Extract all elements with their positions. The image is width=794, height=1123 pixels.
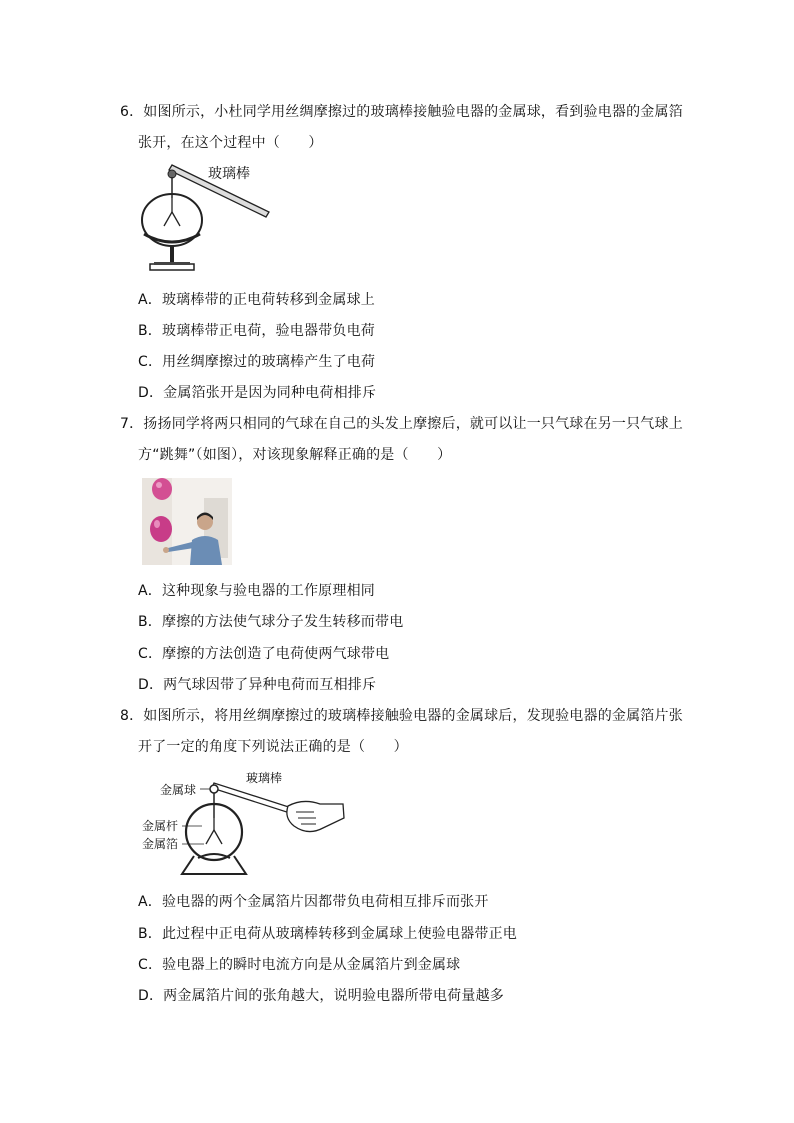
q7-stem-line2: 方“跳舞”（如图），对该现象解释正确的是（ ） [138,447,452,463]
q6-option-d: D．金属箔张开是因为同种电荷相排斥 [138,385,377,401]
q8-label-stem: 金属杆 [142,819,179,833]
q8-option-d: D．两金属箔片间的张角越大，说明验电器所带电荷量越多 [138,988,504,1004]
q6-option-c: C．用丝绸摩擦过的玻璃棒产生了电荷 [138,354,376,370]
q7-stem-line1: 7．扬扬同学将两只相同的气球在自己的头发上摩擦后，就可以让一只气球在另一只气球上 [120,416,683,432]
q8-option-b: B．此过程中正电荷从玻璃棒转移到金属球上使验电器带正电 [138,926,518,942]
q6-electroscope-figure [138,162,278,278]
q8-label-ball: 金属球 [160,783,197,797]
q8-label-rod: 玻璃棒 [246,771,283,785]
q7-balloon-photo [142,478,232,565]
q7-option-a: A．这种现象与验电器的工作原理相同 [138,583,375,599]
q8-stem-line2: 开了一定的角度下列说法正确的是（ ） [138,739,408,755]
q6-option-b: B．玻璃棒带正电荷，验电器带负电荷 [138,323,376,339]
q8-label-foil: 金属箔 [142,837,179,851]
q7-option-d: D．两气球因带了异种电荷而互相排斥 [138,677,377,693]
q6-label-rod: 玻璃棒 [208,166,250,182]
q8-option-c: C．验电器上的瞬时电流方向是从金属箔片到金属球 [138,957,461,973]
q6-stem-line2: 张开，在这个过程中（ ） [138,135,323,151]
q8-stem-line1: 8．如图所示，将用丝绸摩擦过的玻璃棒接触验电器的金属球后，发现验电器的金属箔片张 [120,708,683,724]
q7-option-b: B．摩擦的方法使气球分子发生转移而带电 [138,614,404,630]
q8-option-a: A．验电器的两个金属箔片因都带负电荷相互排斥而张开 [138,894,489,910]
q7-option-c: C．摩擦的方法创造了电荷使两气球带电 [138,646,390,662]
q8-electroscope-figure [138,766,353,878]
q6-option-a: A．玻璃棒带的正电荷转移到金属球上 [138,292,375,308]
q6-stem-line1: 6．如图所示，小杜同学用丝绸摩擦过的玻璃棒接触验电器的金属球，看到验电器的金属箔 [120,104,683,120]
